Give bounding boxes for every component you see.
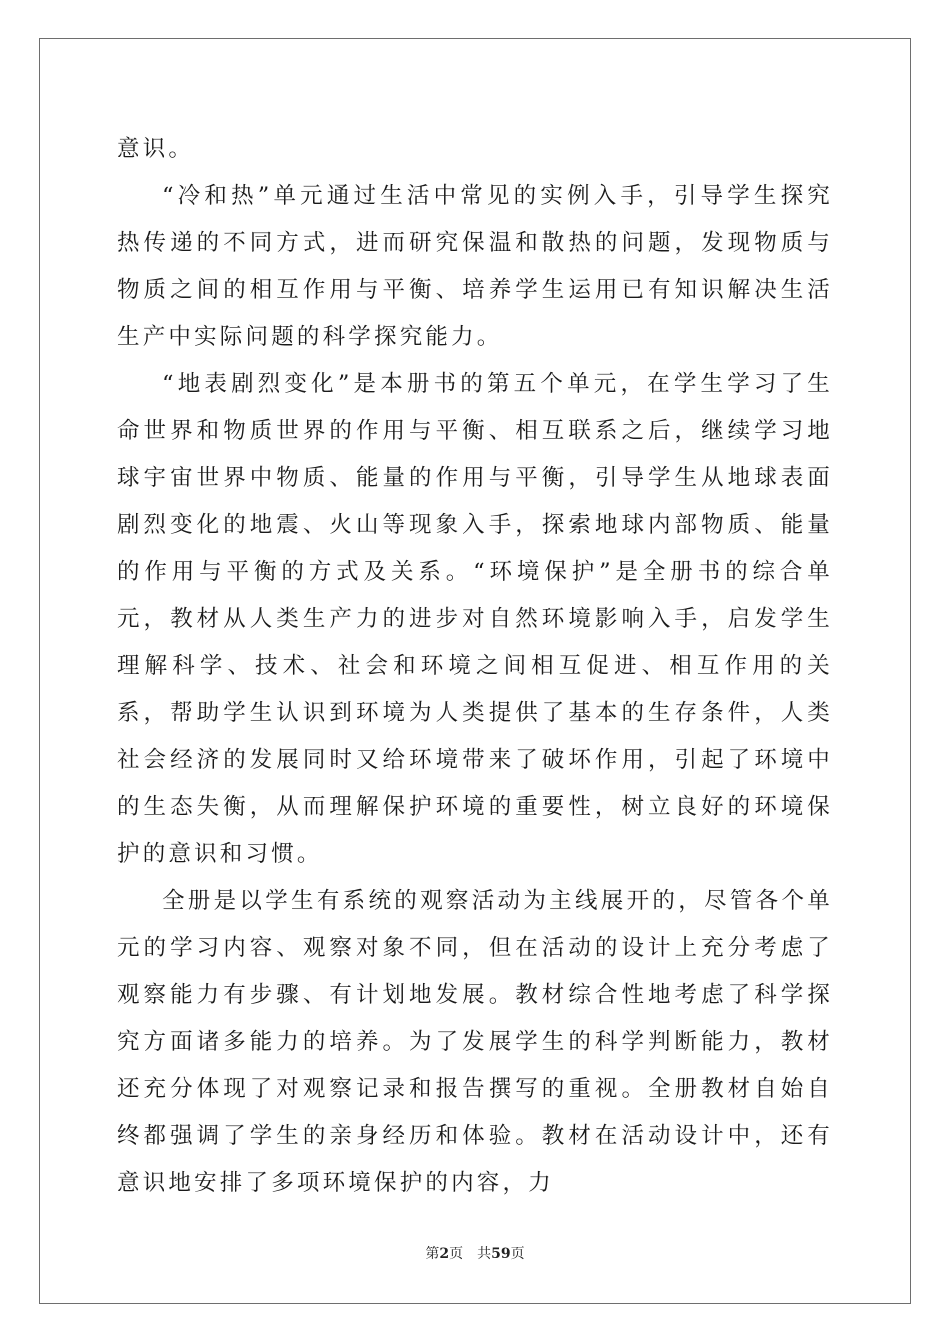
footer-total-prefix: 共 bbox=[477, 1246, 492, 1262]
page-footer bbox=[0, 1243, 950, 1263]
paragraph-4: 全册是以学生有系统的观察活动为主线展开的，尽管各个单元的学习内容、观察对象不同，但在活动的设计上充分考虑了观察能力有步骤、有计划地发展。教材综合性地考虑了科学探究方面诸多能力的培养。为了发展学生的科学判断能力，教材还充分体现了对观察记录和报告撰写的重视。全册教材自始自终都强调了学生的亲身经历和体验。教材在活动设计中，还有意识地安排了多项环境保护的内容，力 bbox=[117, 888, 833, 1196]
footer-total-suffix: 页 bbox=[510, 1246, 525, 1262]
paragraph-3: “地表剧烈变化”是本册书的第五个单元，在学生学习了生命世界和物质世界的作用与平衡、相互联系之后，继续学习地球宇宙世界中物质、能量的作用与平衡，引导学生从地球表面剧烈变化的地震、火山等现象入手，探索地球内部物质、能量的作用与平衡的方式及关系。“环境保护”是全册书的综合单元，教材从人类生产力的进步对自然环境影响入手，启发学生理解科学、技术、社会和环境之间相互促进、相互作用的关系，帮助学生认识到环境为人类提供了基本的生存条件，人类社会经济的发展同时又给环境带来了破坏作用，引起了环境中的生态失衡，从而理解保护环境的重要性，树立良好的环境保护的意识和习惯。 bbox=[117, 371, 833, 867]
paragraph-1: 意识。 bbox=[117, 136, 195, 162]
footer-page-number: 2 bbox=[439, 1246, 450, 1262]
footer-page-suffix: 页 bbox=[449, 1246, 464, 1262]
paragraph-2: “冷和热”单元通过生活中常见的实例入手，引导学生探究热传递的不同方式，进而研究保温和散热的问题，发现物质与物质之间的相互作用与平衡、培养学生运用已有知识解决生活生产中实际问题的科学探究能力。 bbox=[117, 183, 833, 350]
footer-page-prefix: 第 bbox=[425, 1246, 440, 1262]
footer-total-pages: 59 bbox=[491, 1246, 511, 1262]
document-body bbox=[117, 126, 833, 1207]
